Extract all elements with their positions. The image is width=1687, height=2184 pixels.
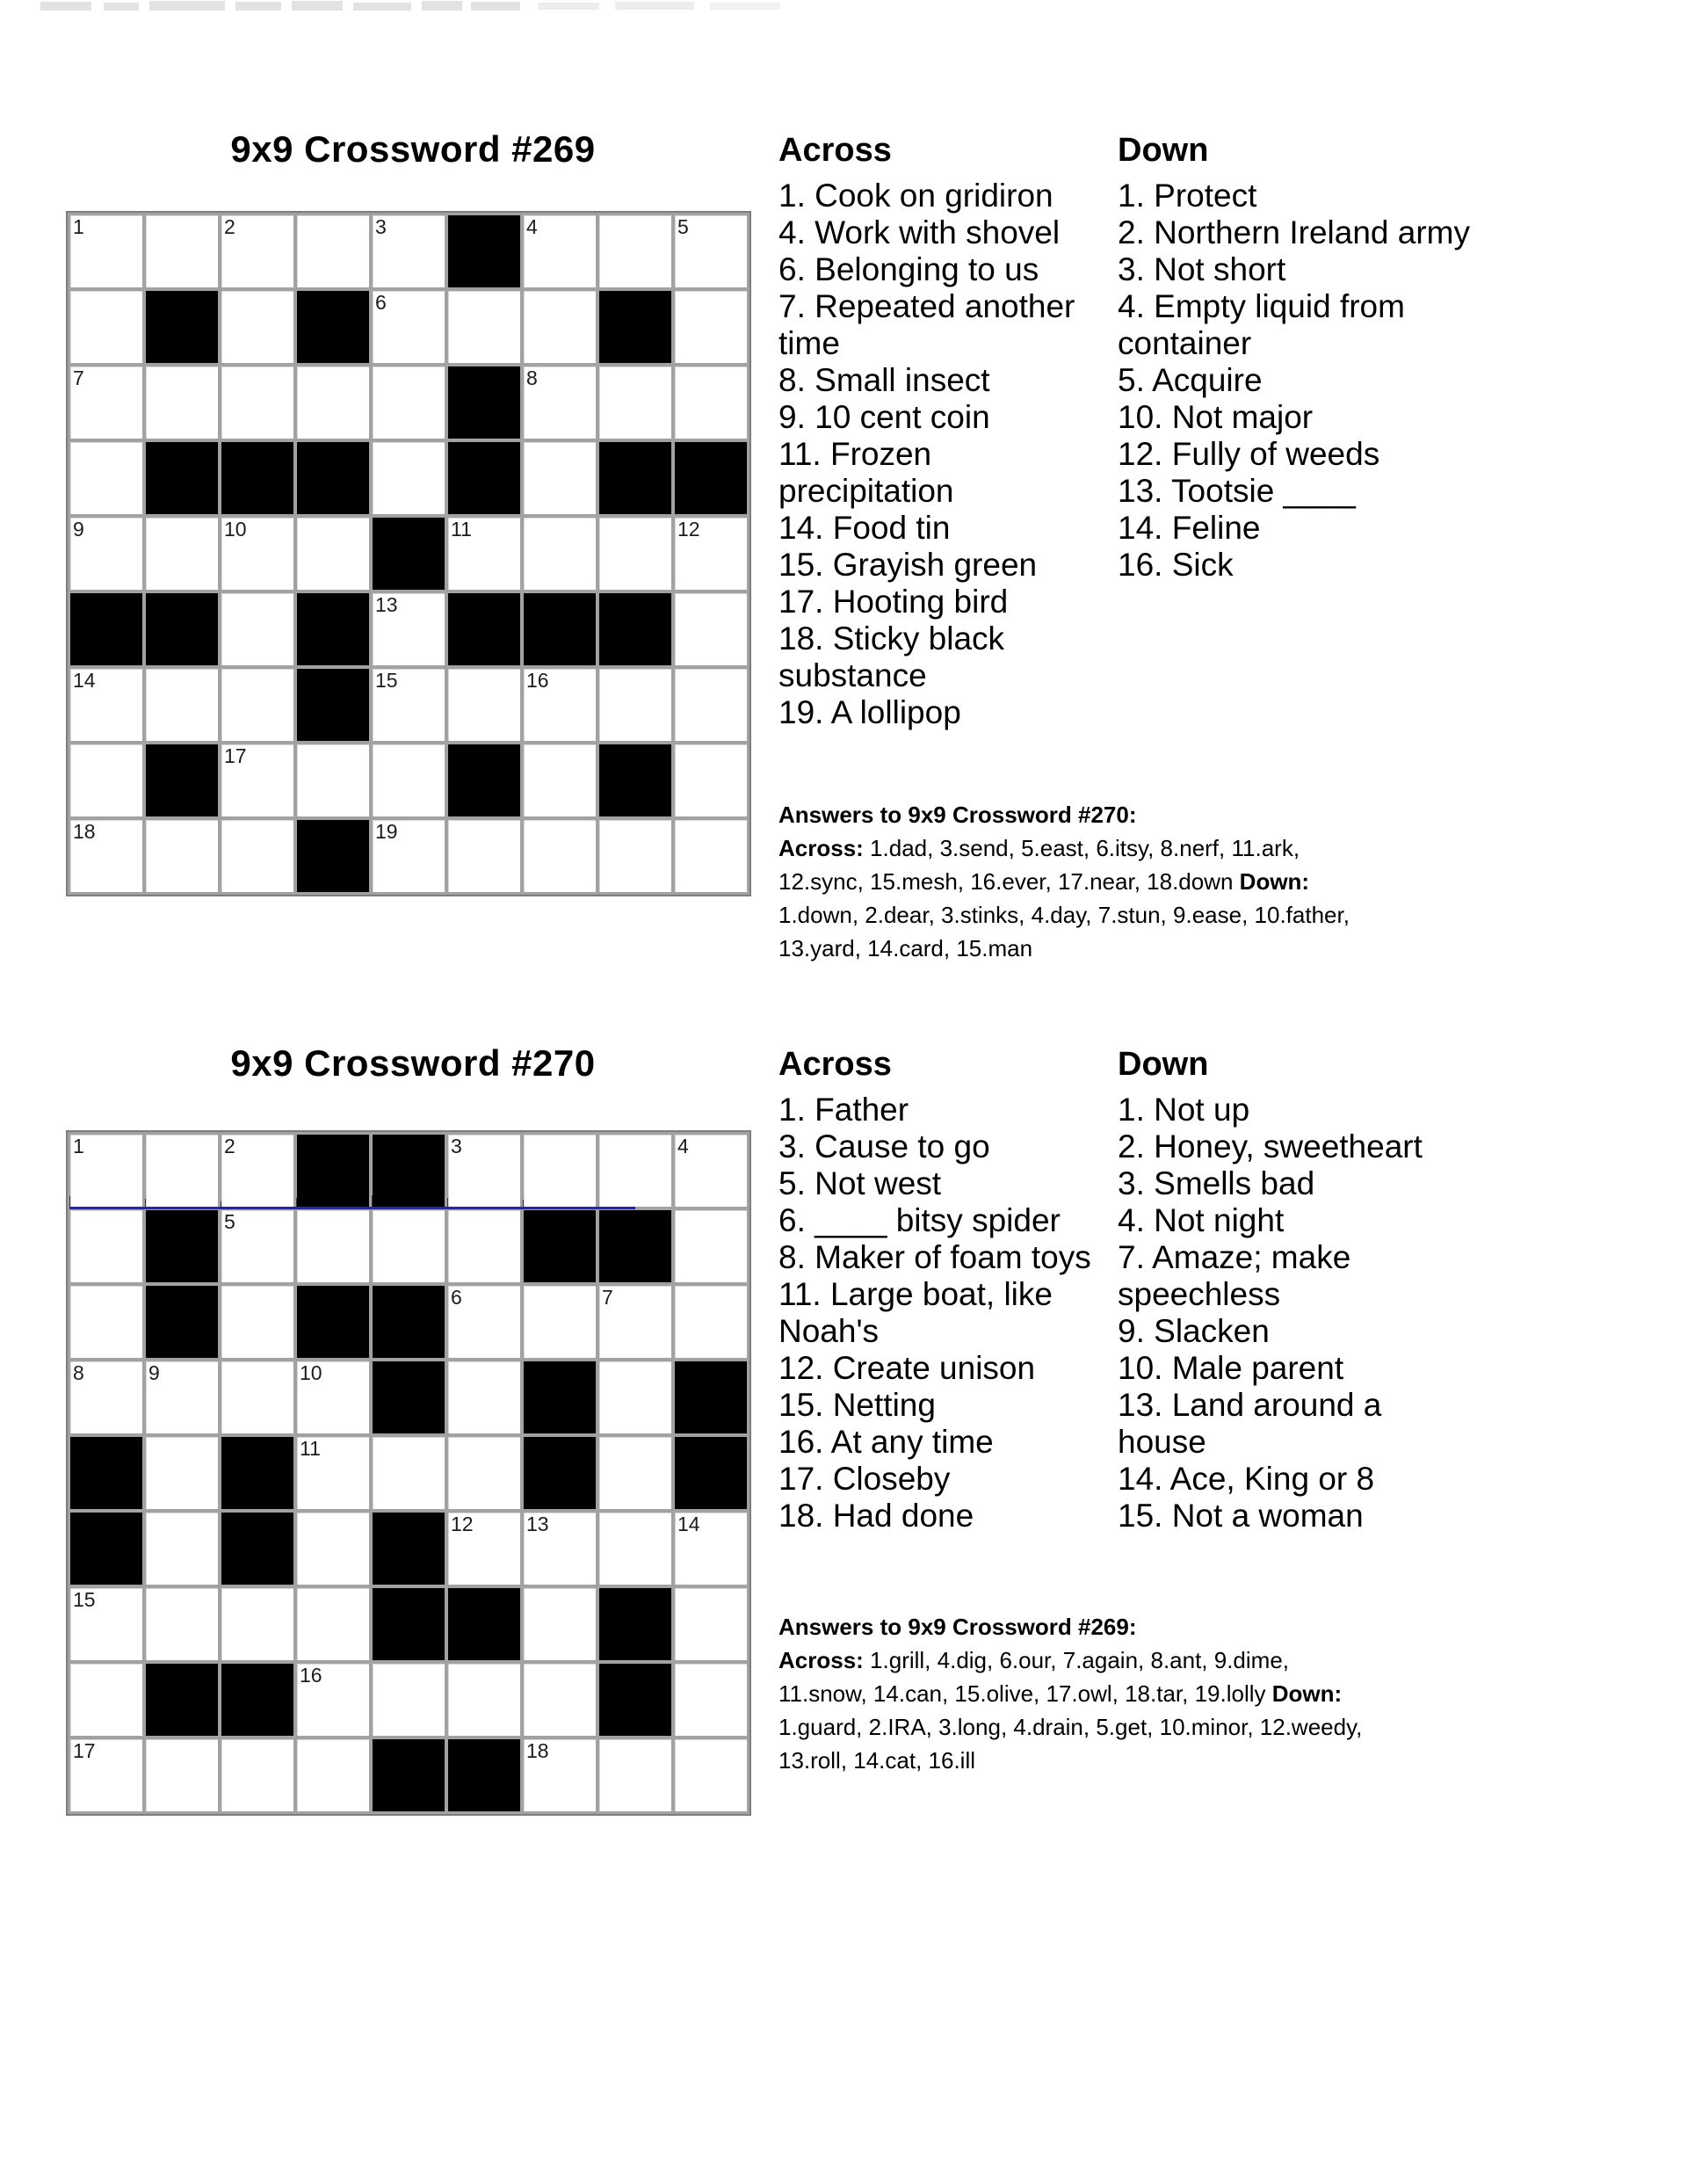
grid-cell-black bbox=[146, 593, 218, 665]
cell-number: 3 bbox=[451, 1135, 462, 1157]
grid-cell[interactable] bbox=[70, 1361, 142, 1433]
grid-cell-black bbox=[146, 1286, 218, 1358]
answers-text: 12.sync, 15.mesh, 16.ever, 17.near, 18.down bbox=[778, 868, 1240, 895]
answers-line bbox=[778, 1710, 1362, 1744]
clue-line: 2. Northern Ireland army bbox=[1118, 214, 1471, 250]
grid-cell[interactable] bbox=[146, 215, 218, 287]
grid-cell[interactable] bbox=[221, 744, 293, 816]
answers-line bbox=[778, 1744, 1362, 1777]
grid-cell-black bbox=[599, 291, 671, 363]
grid-cell[interactable] bbox=[448, 1513, 520, 1585]
down-clue-list bbox=[1118, 1092, 1423, 1535]
clue-line: 9. 10 cent coin bbox=[778, 399, 990, 435]
down-clues-column bbox=[1118, 130, 1470, 584]
grid-cell-black bbox=[448, 1739, 520, 1811]
grid-cell[interactable] bbox=[70, 1135, 142, 1207]
clue-line: 6. Belonging to us bbox=[778, 251, 1039, 287]
answers-bold-label: Down: bbox=[1239, 868, 1310, 895]
across-clues-column bbox=[778, 130, 1075, 731]
clue-line: 11. Frozen bbox=[778, 436, 932, 472]
clue-line: 5. Acquire bbox=[1118, 362, 1263, 398]
cell-number: 19 bbox=[375, 820, 398, 843]
cell-number: 14 bbox=[73, 669, 96, 692]
answers-bold-label: Across: bbox=[778, 835, 864, 861]
grid-cell-black bbox=[297, 820, 369, 892]
grid-cell[interactable] bbox=[70, 1588, 142, 1660]
grid-cell[interactable] bbox=[675, 669, 747, 741]
grid-cell[interactable] bbox=[297, 1513, 369, 1585]
cell-number: 14 bbox=[677, 1513, 700, 1535]
grid-cell[interactable] bbox=[675, 1286, 747, 1358]
cell-number: 18 bbox=[73, 820, 96, 843]
clue-line: 3. Cause to go bbox=[778, 1128, 990, 1165]
grid-cell[interactable] bbox=[373, 1210, 445, 1282]
answers-text: 13.roll, 14.cat, 16.ill bbox=[778, 1747, 976, 1774]
clue-line: 3. Smells bad bbox=[1118, 1165, 1315, 1201]
grid-cell[interactable] bbox=[146, 1739, 218, 1811]
grid-cell-black bbox=[221, 442, 293, 514]
grid-cell[interactable] bbox=[221, 1135, 293, 1207]
grid-cell[interactable] bbox=[297, 1210, 369, 1282]
clue-line: 4. Empty liquid from bbox=[1118, 288, 1405, 324]
grid-cell[interactable] bbox=[675, 291, 747, 363]
cell-number: 2 bbox=[224, 215, 235, 238]
clue-line: 17. Closeby bbox=[778, 1461, 951, 1497]
grid-cell[interactable] bbox=[373, 1437, 445, 1509]
cell-number: 8 bbox=[526, 366, 538, 389]
cell-number: 3 bbox=[375, 215, 387, 238]
clue-line: 7. Amaze; make bbox=[1118, 1239, 1351, 1275]
grid-cell[interactable] bbox=[524, 1739, 596, 1811]
grid-cell[interactable] bbox=[599, 1361, 671, 1433]
grid-cell[interactable] bbox=[675, 1588, 747, 1660]
grid-cell[interactable] bbox=[373, 291, 445, 363]
cell-number: 6 bbox=[375, 291, 387, 314]
grid-cell[interactable] bbox=[221, 1361, 293, 1433]
grid-cell[interactable] bbox=[297, 1361, 369, 1433]
grid-cell-black bbox=[297, 669, 369, 741]
grid-cell[interactable] bbox=[524, 1135, 596, 1207]
grid-cell[interactable] bbox=[599, 1437, 671, 1509]
cell-number: 16 bbox=[300, 1664, 322, 1687]
across-header: Across bbox=[778, 132, 892, 169]
grid-cell[interactable] bbox=[221, 1210, 293, 1282]
grid-cell[interactable] bbox=[373, 1664, 445, 1736]
answers-line bbox=[778, 865, 1350, 898]
clue-line: precipitation bbox=[778, 473, 954, 509]
grid-cell[interactable] bbox=[448, 1210, 520, 1282]
grid-cell[interactable] bbox=[373, 593, 445, 665]
puzzle-title: 9x9 Crossword #269 bbox=[230, 128, 596, 170]
cell-number: 7 bbox=[602, 1286, 613, 1309]
clue-line: 12. Create unison bbox=[778, 1350, 1036, 1386]
clue-line: 15. Not a woman bbox=[1118, 1498, 1364, 1534]
answers-text: 1.grill, 4.dig, 6.our, 7.again, 8.ant, 9.dime, bbox=[863, 1647, 1290, 1673]
grid-cell[interactable] bbox=[524, 291, 596, 363]
grid-cell-black bbox=[297, 291, 369, 363]
grid-cell[interactable] bbox=[524, 1286, 596, 1358]
answers-bold-label: Answers to 9x9 Crossword #270: bbox=[778, 802, 1137, 828]
grid-cell[interactable] bbox=[297, 518, 369, 590]
grid-cell-black bbox=[448, 215, 520, 287]
clue-line: 11. Large boat, like bbox=[778, 1276, 1053, 1312]
cell-number: 13 bbox=[526, 1513, 549, 1535]
grid-cell[interactable] bbox=[70, 215, 142, 287]
grid-cell[interactable] bbox=[70, 442, 142, 514]
clue-line: 10. Male parent bbox=[1118, 1350, 1344, 1386]
grid-cell-black bbox=[297, 1286, 369, 1358]
grid-cell[interactable] bbox=[373, 215, 445, 287]
grid-cell[interactable] bbox=[221, 291, 293, 363]
grid-cell-black bbox=[146, 744, 218, 816]
grid-cell-black bbox=[373, 1286, 445, 1358]
clue-line: 4. Work with shovel bbox=[778, 214, 1061, 250]
clue-line: 16. At any time bbox=[778, 1424, 994, 1460]
grid-cell[interactable] bbox=[221, 820, 293, 892]
grid-cell[interactable] bbox=[448, 820, 520, 892]
grid-cell[interactable] bbox=[221, 366, 293, 439]
across-header: Across bbox=[778, 1046, 892, 1083]
grid-cell[interactable] bbox=[146, 669, 218, 741]
grid-cell-black bbox=[599, 1210, 671, 1282]
answers-block bbox=[778, 1610, 1362, 1777]
answers-bold-label: Answers to 9x9 Crossword #269: bbox=[778, 1614, 1137, 1640]
grid-cell-black bbox=[448, 593, 520, 665]
cell-number: 12 bbox=[451, 1513, 474, 1535]
answers-text: 1.down, 2.dear, 3.stinks, 4.day, 7.stun, 9.ease, 10.father, bbox=[778, 902, 1350, 928]
grid-cell-black bbox=[448, 442, 520, 514]
answers-text: 11.snow, 14.can, 15.olive, 17.owl, 18.tar, 19.lolly bbox=[778, 1680, 1272, 1707]
grid-cell[interactable] bbox=[524, 1588, 596, 1660]
answers-bold-label: Down: bbox=[1271, 1680, 1343, 1707]
grid-cell-black bbox=[675, 1437, 747, 1509]
cell-number: 5 bbox=[677, 215, 689, 238]
grid-cell-black bbox=[599, 744, 671, 816]
grid-cell[interactable] bbox=[675, 1513, 747, 1585]
grid-cell-black bbox=[448, 744, 520, 816]
grid-cell[interactable] bbox=[70, 820, 142, 892]
grid-cell[interactable] bbox=[599, 366, 671, 439]
grid-cell[interactable] bbox=[675, 366, 747, 439]
grid-cell-black bbox=[599, 593, 671, 665]
grid-cell[interactable] bbox=[70, 744, 142, 816]
grid-cell-black bbox=[221, 1664, 293, 1736]
grid-cell-black bbox=[448, 366, 520, 439]
cell-number: 10 bbox=[224, 518, 247, 541]
answers-bold-label: Across: bbox=[778, 1647, 864, 1673]
cell-number: 9 bbox=[73, 518, 84, 541]
grid-cell[interactable] bbox=[146, 366, 218, 439]
answers-line bbox=[778, 1610, 1362, 1643]
grid-cell-black bbox=[448, 1588, 520, 1660]
clue-line: 18. Had done bbox=[778, 1498, 974, 1534]
grid-cell[interactable] bbox=[221, 669, 293, 741]
clue-line: 13. Tootsie ____ bbox=[1118, 473, 1356, 509]
grid-cell-black bbox=[373, 518, 445, 590]
grid-cell[interactable] bbox=[297, 366, 369, 439]
grid-cell-black bbox=[297, 442, 369, 514]
crossword-grid bbox=[66, 211, 751, 896]
grid-cell[interactable] bbox=[599, 669, 671, 741]
clue-line: 12. Fully of weeds bbox=[1118, 436, 1380, 472]
grid-cell[interactable] bbox=[599, 215, 671, 287]
grid-cell[interactable] bbox=[524, 366, 596, 439]
grid-cell[interactable] bbox=[599, 820, 671, 892]
grid-cell[interactable] bbox=[146, 518, 218, 590]
grid-cell-black bbox=[524, 1210, 596, 1282]
clue-line: 10. Not major bbox=[1118, 399, 1314, 435]
grid-cell-black bbox=[599, 442, 671, 514]
grid-cell[interactable] bbox=[146, 820, 218, 892]
grid-cell-black bbox=[297, 1135, 369, 1207]
clue-line: 1. Not up bbox=[1118, 1092, 1250, 1128]
grid-cell-black bbox=[373, 1513, 445, 1585]
grid-cell[interactable] bbox=[524, 820, 596, 892]
cell-number: 11 bbox=[451, 518, 472, 541]
grid-cell[interactable] bbox=[70, 366, 142, 439]
cell-number: 1 bbox=[73, 1135, 84, 1157]
answers-line bbox=[778, 798, 1350, 831]
cell-number: 11 bbox=[300, 1437, 321, 1460]
grid-cell-black bbox=[675, 442, 747, 514]
grid-cell[interactable] bbox=[599, 518, 671, 590]
grid-cell[interactable] bbox=[70, 291, 142, 363]
grid-cell-black bbox=[70, 1513, 142, 1585]
grid-cell[interactable] bbox=[448, 1286, 520, 1358]
cell-number: 12 bbox=[677, 518, 700, 541]
cell-number: 7 bbox=[73, 366, 84, 389]
down-header: Down bbox=[1118, 1046, 1209, 1083]
across-clue-list bbox=[778, 1092, 1091, 1535]
clue-line: 15. Netting bbox=[778, 1387, 936, 1423]
grid-cell[interactable] bbox=[675, 1664, 747, 1736]
grid-cell[interactable] bbox=[146, 1513, 218, 1585]
grid-cell[interactable] bbox=[297, 1437, 369, 1509]
grid-cell[interactable] bbox=[297, 1739, 369, 1811]
grid-cell-black bbox=[221, 1437, 293, 1509]
across-clues-column bbox=[778, 1044, 1091, 1535]
grid-cell[interactable] bbox=[524, 215, 596, 287]
grid-cell[interactable] bbox=[448, 1135, 520, 1207]
clue-line: 5. Not west bbox=[778, 1165, 942, 1201]
clue-line: house bbox=[1118, 1424, 1206, 1460]
grid-cell[interactable] bbox=[675, 518, 747, 590]
clue-line: 14. Feline bbox=[1118, 510, 1261, 546]
cell-number: 15 bbox=[375, 669, 398, 692]
grid-cell[interactable] bbox=[221, 518, 293, 590]
cell-number: 18 bbox=[526, 1739, 549, 1762]
grid-cell[interactable] bbox=[675, 820, 747, 892]
grid-cell[interactable] bbox=[675, 1210, 747, 1282]
grid-cell[interactable] bbox=[297, 1588, 369, 1660]
cell-number: 6 bbox=[451, 1286, 462, 1309]
grid-cell[interactable] bbox=[297, 215, 369, 287]
answers-text: 1.dad, 3.send, 5.east, 6.itsy, 8.nerf, 11.ark, bbox=[863, 835, 1300, 861]
answers-line bbox=[778, 831, 1350, 865]
grid-cell[interactable] bbox=[675, 1135, 747, 1207]
grid-cell[interactable] bbox=[70, 669, 142, 741]
grid-cell[interactable] bbox=[524, 1513, 596, 1585]
cell-number: 17 bbox=[73, 1739, 96, 1762]
grid-cell[interactable] bbox=[599, 1739, 671, 1811]
grid-cell[interactable] bbox=[524, 442, 596, 514]
grid-cell[interactable] bbox=[221, 1739, 293, 1811]
grid-cell-black bbox=[599, 1664, 671, 1736]
grid-cell-black bbox=[297, 593, 369, 665]
grid-cell[interactable] bbox=[221, 593, 293, 665]
grid-cell-black bbox=[524, 593, 596, 665]
grid-cell-black bbox=[70, 1437, 142, 1509]
grid-cell-black bbox=[524, 1361, 596, 1433]
answers-line bbox=[778, 1677, 1362, 1710]
grid-cell[interactable] bbox=[146, 1437, 218, 1509]
cell-number: 13 bbox=[375, 593, 398, 616]
clue-line: 8. Maker of foam toys bbox=[778, 1239, 1091, 1275]
grid-cell[interactable] bbox=[221, 215, 293, 287]
grid-cell-black bbox=[146, 1664, 218, 1736]
grid-cell[interactable] bbox=[297, 744, 369, 816]
clue-line: 19. A lollipop bbox=[778, 694, 961, 730]
down-clues-column bbox=[1118, 1044, 1423, 1535]
grid-cell[interactable] bbox=[524, 1664, 596, 1736]
clue-line: time bbox=[778, 325, 840, 361]
answers-text: 1.guard, 2.IRA, 3.long, 4.drain, 5.get, 10.minor, 12.weedy, bbox=[778, 1714, 1363, 1740]
grid-cell[interactable] bbox=[221, 1286, 293, 1358]
clue-line: 16. Sick bbox=[1118, 547, 1234, 583]
grid-cell[interactable] bbox=[373, 820, 445, 892]
clue-line: 17. Hooting bird bbox=[778, 584, 1009, 620]
grid-cell[interactable] bbox=[70, 1739, 142, 1811]
crossword-grid bbox=[66, 1130, 751, 1816]
grid-cell[interactable] bbox=[675, 1739, 747, 1811]
grid-cell[interactable] bbox=[448, 1361, 520, 1433]
cell-number: 8 bbox=[73, 1361, 84, 1384]
grid-cell-black bbox=[221, 1513, 293, 1585]
grid-cell-black bbox=[146, 291, 218, 363]
clue-line: 13. Land around a bbox=[1118, 1387, 1382, 1423]
clue-line: speechless bbox=[1118, 1276, 1281, 1312]
grid-cell-black bbox=[373, 1739, 445, 1811]
cell-number: 5 bbox=[224, 1210, 235, 1233]
grid-cell[interactable] bbox=[70, 1286, 142, 1358]
clue-line: 14. Food tin bbox=[778, 510, 951, 546]
answers-line bbox=[778, 898, 1350, 932]
cell-number: 16 bbox=[526, 669, 549, 692]
grid-cell[interactable] bbox=[448, 291, 520, 363]
cell-number: 4 bbox=[677, 1135, 689, 1157]
grid-cell[interactable] bbox=[524, 518, 596, 590]
grid-cell[interactable] bbox=[373, 442, 445, 514]
grid-cell[interactable] bbox=[373, 744, 445, 816]
grid-cell[interactable] bbox=[599, 1513, 671, 1585]
answers-text: 13.yard, 14.card, 15.man bbox=[778, 935, 1033, 961]
grid-cell-black bbox=[146, 1210, 218, 1282]
clue-line: 9. Slacken bbox=[1118, 1313, 1270, 1349]
cell-number: 15 bbox=[73, 1588, 96, 1611]
down-clue-list bbox=[1118, 178, 1470, 584]
grid-cell-black bbox=[70, 593, 142, 665]
grid-cell-black bbox=[373, 1361, 445, 1433]
grid-cell[interactable] bbox=[675, 744, 747, 816]
grid-cell[interactable] bbox=[373, 366, 445, 439]
grid-cell[interactable] bbox=[448, 1437, 520, 1509]
grid-cell-black bbox=[373, 1588, 445, 1660]
answers-line bbox=[778, 932, 1350, 965]
across-clue-list bbox=[778, 178, 1075, 731]
grid-cell[interactable] bbox=[221, 1588, 293, 1660]
clue-line: 2. Honey, sweetheart bbox=[1118, 1128, 1423, 1165]
grid-cell[interactable] bbox=[675, 593, 747, 665]
grid-cell[interactable] bbox=[70, 1210, 142, 1282]
grid-cell[interactable] bbox=[448, 669, 520, 741]
grid-cell[interactable] bbox=[146, 1135, 218, 1207]
clue-line: 1. Protect bbox=[1118, 178, 1257, 214]
cell-number: 10 bbox=[300, 1361, 322, 1384]
grid-cell[interactable] bbox=[70, 1664, 142, 1736]
cell-number: 9 bbox=[148, 1361, 160, 1384]
cell-number: 1 bbox=[73, 215, 84, 238]
clue-line: 7. Repeated another bbox=[778, 288, 1075, 324]
grid-cell[interactable] bbox=[524, 669, 596, 741]
grid-cell[interactable] bbox=[297, 1664, 369, 1736]
clue-line: container bbox=[1118, 325, 1252, 361]
answers-block bbox=[778, 798, 1350, 965]
grid-cell[interactable] bbox=[675, 215, 747, 287]
grid-cell[interactable] bbox=[448, 518, 520, 590]
puzzle-title: 9x9 Crossword #270 bbox=[230, 1042, 596, 1084]
clue-line: 6. ____ bitsy spider bbox=[778, 1202, 1061, 1238]
clue-line: 15. Grayish green bbox=[778, 547, 1038, 583]
clue-line: 8. Small insect bbox=[778, 362, 990, 398]
grid-cell-black bbox=[524, 1437, 596, 1509]
grid-cell[interactable] bbox=[373, 669, 445, 741]
answers-line bbox=[778, 1643, 1362, 1677]
down-header: Down bbox=[1118, 132, 1209, 169]
grid-cell[interactable] bbox=[146, 1588, 218, 1660]
grid-cell[interactable] bbox=[599, 1286, 671, 1358]
grid-cell[interactable] bbox=[146, 1361, 218, 1433]
cropped-text-artifact bbox=[0, 0, 1687, 14]
grid-cell[interactable] bbox=[70, 518, 142, 590]
grid-cell-black bbox=[599, 1588, 671, 1660]
clue-line: 1. Father bbox=[778, 1092, 909, 1128]
clue-line: 3. Not short bbox=[1118, 251, 1286, 287]
clue-line: Noah's bbox=[778, 1313, 880, 1349]
clue-line: 18. Sticky black bbox=[778, 620, 1005, 657]
cell-number: 2 bbox=[224, 1135, 235, 1157]
clue-line: 14. Ace, King or 8 bbox=[1118, 1461, 1375, 1497]
grid-cell[interactable] bbox=[524, 744, 596, 816]
grid-cell[interactable] bbox=[448, 1664, 520, 1736]
grid-cell[interactable] bbox=[599, 1135, 671, 1207]
grid-cell-black bbox=[146, 442, 218, 514]
link-underline-artifact[interactable] bbox=[70, 1207, 635, 1209]
cell-number: 17 bbox=[224, 744, 247, 767]
grid-cell-black bbox=[675, 1361, 747, 1433]
cell-number: 4 bbox=[526, 215, 538, 238]
clue-line: 1. Cook on gridiron bbox=[778, 178, 1053, 214]
clue-line: substance bbox=[778, 657, 927, 693]
clue-line: 4. Not night bbox=[1118, 1202, 1285, 1238]
grid-cell-black bbox=[373, 1135, 445, 1207]
